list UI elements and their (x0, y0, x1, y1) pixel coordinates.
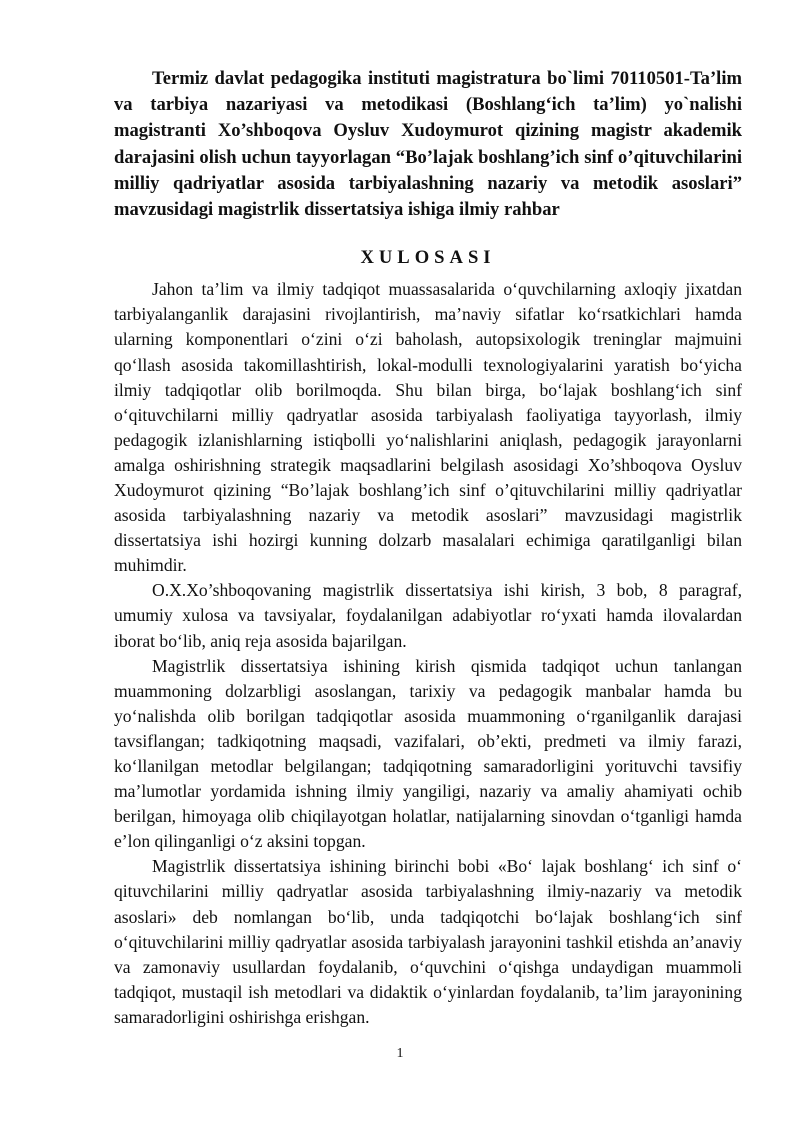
body-paragraph-3: Magistrlik dissertatsiya ishining kirish qismida tadqiqot uchun tanlangan muammoning dolzarbligi asoslangan, tarixiy va pedagogik manbalar hamda bu yo‘nalishda olib borilgan tadqiqotlar asosida muammoning o‘rganilganlik darajasi tavsiflangan; tadkiqotning maqsadi, vazifalari, ob’ekti, predmeti va ilmiy farazi, ko‘llanilgan metodlar belgilangan; tadqiqotning samaradorligini yorituvchi tavsifiy ma’lumotlar yordamida ishning ilmiy yangiligi, nazariy va amaliy ahamiyati ochib berilgan, himoyaga olib chiqilayotgan holatlar, natijalarning sinovdan o‘tganligi hamda e’lon qilinganligi o‘z aksini topgan. (114, 655, 742, 852)
document-page (114, 66, 742, 1030)
document-title: XULOSASI (360, 247, 496, 269)
document-heading: Termiz davlat pedagogika instituti magistratura bo`limi 70110501-Ta’lim va tarbiya nazariyasi va metodikasi (Boshlang‘ich ta’lim) yo`nalishi magistranti Xo’shboqova Oysluv Xudoymurot qizining magistr akademik darajasini olish uchun tayyorlagan “Bo’lajak boshlang’ich sinf o’qituvchilarini milliy qadriyatlar asosida tarbiyalashning nazariy va metodik asoslari” mavzusidagi magistrlik dissertatsiya ishiga ilmiy rahbar (114, 68, 742, 221)
body-paragraph-1: Jahon ta’lim va ilmiy tadqiqot muassasalarida o‘quvchilarning axloqiy jixatdan tarbiyalanganlik darajasini rivojlantirish, ma’naviy sifatlar ko‘rsatkichlari hamda ularning komponentlari o‘zini o‘zi baholash, autopsixologik treninglar majmuini qo‘llash asosida takomillashtirish, lokal-modulli texnologiyalarini yaratish bo‘yicha ilmiy tadqiqotlar olib borilmoqda. Shu bilan birga, bo‘lajak boshlang‘ich sinf o‘qituvchilarni milliy qadryatlar asosida tarbiyalash faoliyatiga tayyorlash, ilmiy pedagogik izlanishlarning istiqbolli yo‘nalishlarini aniqlash, pedagogik jarayonlarni amalga oshirishning strategik maqsadlarini belgilash asosidagi Xo’shboqova Oysluv Xudoymurot qizining “Bo’lajak boshlang’ich sinf o’qituvchilarini milliy qadriyatlar asosida tarbiyalashning nazariy va metodik asoslari” mavzusidagi magistrlik dissertatsiya ishi hozirgi kunning dolzarb masalalari echimiga qaratilganligi bilan muhimdir. (114, 279, 742, 576)
body-paragraph-2: O.X.Xo’shboqovaning magistrlik dissertatsiya ishi kirish, 3 bob, 8 paragraf, umumiy xulosa va tavsiyalar, foydalanilgan adabiyotlar ro‘yxati hamda ilovalardan iborat bo‘lib, aniq reja asosida bajarilgan. (114, 580, 742, 651)
body-paragraph-4: Magistrlik dissertatsiya ishining birinchi bobi «Bo‘ lajak boshlang‘ ich sinf o‘ qituvchilarini milliy qadryatlar asosida tarbiyalashning ilmiy-nazariy va metodik asoslari» deb nomlangan bo‘lib, unda tadqiqotchi bo‘lajak boshlang‘ich sinf o‘qituvchilarini milliy qadryatlar asosida tarbiyalash jarayonini tashkil etishda an’anaviy va zamonaviy usullardan foydalanib, o‘quvchini o‘qishga undaydigan muammoli tadqiqot, mustaqil ish metodlari va didaktik o‘yinlardan foydalanib, ta’lim jarayonining samaradorligini oshirishga erishgan. (114, 856, 742, 1027)
page-number: 1 (396, 1046, 404, 1061)
